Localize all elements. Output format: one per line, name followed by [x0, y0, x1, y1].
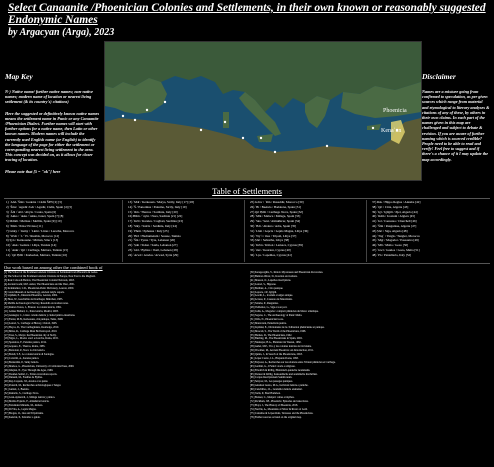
reference-item: [35] Fernández Miranda, M., Abdera. — [4, 403, 43, 407]
table-cell: 43) Ṣbrt / Siga, Algeria [48] — [372, 228, 408, 233]
table-cell: 19) ʾPhrm / Ephesus / Italy [25] — [128, 228, 169, 233]
reference-item: [60] Quinn, J., In Search of the Phoenicians, 2018. — [250, 353, 303, 357]
reference-item: [19] Spatafora, F., Palermo punica, 2012. — [4, 341, 47, 345]
table-cell: 21) ʾŠm / Tyrus / Tyre, Lebanon [26] — [128, 238, 176, 243]
reference-item: [23] Colavitti, A., Karales punica. — [4, 356, 40, 360]
reference-item: [68] Amadasi Guzzo, M.G., Iscrizioni fenicie e puniche. — [250, 384, 309, 388]
reference-item: [76] Further sources as listed on the original map. — [250, 415, 302, 419]
reference-item: [45] Leschi, L., Icosium et Alger antique. — [250, 294, 293, 298]
disclaimer-panel — [422, 72, 490, 168]
table-cell: 34) ʾKrbn / Kition / Larnaca, Cyprus [39] — [250, 243, 303, 248]
map-key-heading: Map Key — [5, 72, 33, 81]
reference-item: [41] Masson, O., Lapethos inscriptions. — [250, 278, 292, 282]
disclaimer-text: Names are a mixture going from confirmed to speculation, as per given sources which range from material and etymological to literary analyses & citations of any of these, by others in their own claims. In each part of the names given in this map are challenged and subject to debate & revision. If you are aware of further naming which is sourced credible? People need to be able to read and verify! Feel free to suggest and if there's a chance of it I may update the map accordingly. — [422, 89, 490, 162]
table-cell: 26) ʾBt / Baetulo / Badalona, Spain [31] — [250, 204, 301, 209]
table-cell: 4) ʿAkka / ʿakka /ʿAkko, Israel, Spain [7] [8] — [6, 214, 64, 219]
table-title: Table of Settlements — [212, 186, 282, 196]
table-cell: 12) ʾQrt Ḥdšt / Karkedon, Mattora, Tunisia [16] — [6, 252, 67, 257]
table-cell: 15) ʾšlm / Tharros / Sardinia, Italy [20] — [128, 209, 178, 214]
references-column-1 — [4, 271, 244, 463]
reference-item: [7] Lipiński, E., Itineraria Phoenicia, Leuven, 2004. — [4, 294, 58, 298]
reference-item: [75] Celestino & López-Ruiz, Tartessos and the Phoenicians. — [250, 411, 314, 415]
reference-item: [8] Huss, W., Geschichte der Karthager, München, 1985. — [4, 298, 63, 302]
reference-item: [40] Buitron-Oliver, D., Kourion excavations. — [250, 274, 298, 278]
table-cell: 22) ʾṢdn / Sidon / Saida, Lebanon [27] — [128, 243, 178, 248]
reference-item: [17] Tusa, S., Motya: the Phoenician city of Sicily. — [4, 333, 57, 337]
reference-item: [55] Harden, D., The Phoenicians, 1962. — [250, 333, 293, 337]
reference-item: [37] Brogan, O., Oea and Tripolitania. — [4, 411, 44, 415]
map-key-paragraph-3: Please note that [5 = "ok"] here — [5, 168, 61, 174]
reference-item: [49] Jodin, A., Mogador: comptoir phénicien du Maroc atlantique. — [250, 310, 319, 314]
reference-item: [20] Acquaro, E., Tharros, Roma, 1985. — [4, 345, 46, 349]
reference-item: [25] Markoe, G., Phoenicians, University of California Press, 2000. — [4, 364, 75, 368]
reference-item: [50] Sagona, C., The Archaeology of Punic Malta. — [250, 313, 303, 317]
reference-item: [30] Ponsich, M., Recherches archéologiques à Tanger. — [4, 384, 62, 388]
table-cell: 37) Rsk / Hippo Regius / Annaba [42] — [372, 200, 421, 204]
reference-item: [1] The School of the Prominent Ancient Citations of Settlement from Pheonicia & Gades. — [4, 271, 98, 274]
reference-item: [61] López Castro, J.L., Hispania Poena, 1995. — [250, 356, 299, 360]
settlement-marker — [122, 115, 124, 117]
reference-item: [62] Ferjaoui, A., Recherches sur les relations entre l'Orient phénicien et Carthage. — [250, 360, 336, 364]
table-cell: 5) Mdnth / Melissa / Mellila, Spain [9] [10] — [6, 219, 62, 224]
table-cell: 36) ʾLps / Lapethos, Cyprus [41] — [250, 252, 292, 257]
reference-item: [54] Moscati, S., The World of the Phoenicians, 1968. — [250, 329, 306, 333]
table-cell: 17) ʾKrlš / Karales / Cagliari, Sardinia [23] — [128, 219, 183, 224]
table-cell: 2) ʾŠms/ ʾAgadir /Gdr / Agadir, Cádiz, Spain [4] [5] — [6, 204, 73, 209]
reference-item: [28] Dunand, M., Fouilles de Byblos. — [4, 376, 43, 380]
table-cell: 7) Lmky / ʾLkmy / ʾLkmt / Lixus / Larache, Morocco — [6, 228, 75, 233]
table-cell: 8) ʾWsšr / ʾI / ʾPt / Rusibis, Morocco [12] — [6, 233, 60, 238]
table-cell: 42) ʾŠlm / Rusguniae, Algeria [47] — [372, 223, 417, 228]
settlement-marker — [200, 129, 202, 131]
reference-item: [11] Gómez Bellard, C., Ibiza fenicia, Madrid, 2003. — [4, 310, 59, 314]
reference-item: [44] Laporte, J.P., Igilgili. — [250, 290, 277, 294]
reference-item: [5] Krahmalkov, C.R., Phoenician-Punic Dictionary, Leuven, 2000. — [4, 286, 74, 290]
table-cell: 3) ʾĀbl /ʾAbl / Abyla / Ceuta, Spain [6] — [6, 209, 57, 214]
reference-item: [33] Gran-Aymerich, J., Málaga fenicia y púnica. — [4, 396, 56, 399]
table-cell: 48) ʾPn / Pantelleria, Italy [52] — [372, 252, 412, 257]
table-cell: 6) ʾIbšm / Ibiza/ Eivissa [11] — [6, 223, 43, 228]
table-cell: 1) ʾAbd-ʿŠmš / Gadeira / Cádiz ŠPN [2] [3] — [6, 200, 62, 204]
table-cell: 23) ʾGbl / Byblos / Jbeil, Lebanon [28] — [128, 247, 178, 252]
reference-item: [14] Lancel, S., Carthage: A History, Oxford, 1995. — [4, 321, 58, 325]
settlement-marker — [164, 101, 166, 103]
reference-item: [65] Donner & Röllig, Kanaanäische und aramäische Inschriften. — [250, 372, 318, 376]
settlement-marker — [134, 119, 136, 121]
table-cell: 38) ʾQrt / Cirta, Algeria [43] — [372, 204, 409, 209]
table-cell: 45) ʾMgr / Mogador / Essaouira [49] — [372, 238, 419, 243]
table-cell: 47) ʾGwl / Gaulos / Gozo, Malta [51] — [372, 247, 420, 252]
reference-item: [9] Melilla Archaeological Survey, Rusaddir excavation notes. — [4, 302, 69, 306]
table-cell: 41) ʾIol / Caesarea / Cherchell [46] — [372, 219, 417, 224]
reference-item: [53] Lipiński, E., Dictionnaire de la civilisation phénicienne et punique. — [250, 325, 325, 329]
reference-item: [48] Vuillemot, G., Siga et son port. — [250, 306, 288, 310]
reference-item: [10] Ramon Torres, J., Ebusus: la colonia fenicia, 1991. — [4, 306, 62, 310]
table-cell: 14) ʾŠ / Panormus / Palermo, Sicily, Italy [19] — [128, 204, 187, 209]
reference-item: [70] Xella, P., Baal Hammon. — [250, 392, 281, 396]
table-cell: 32) ʾWyʿt / Oea / Tripoli, Libya [37] — [250, 233, 297, 238]
reference-item: [73] Elayi, J., The History of Phoenicia, 2018. — [250, 403, 298, 407]
reference-item: [66] Corpus Inscriptionum Semiticarum. — [250, 376, 293, 380]
table-cell: 28) ʾMlk / Malaca / Málaga, Spain [33] — [250, 214, 301, 219]
settlement-marker — [146, 109, 148, 111]
reference-item: [74] Neville, A., Mountains of Silver & Rivers of Gold. — [250, 407, 308, 411]
reference-item: [63] Garbini, G., I Fenici: storia e religione. — [250, 364, 296, 368]
reference-item: [64] Friedrich & Röllig, Phönizisch-punische Grammatik. — [250, 368, 311, 372]
table-cell: 13) ʿMdr / Kerkouan / Motya, Sicily, Italy [17] [18] — [128, 200, 194, 204]
settlements-table — [4, 198, 490, 264]
reference-item: [4] Ancient Gadir, M.E. Aubet, The Phoenicians and the West, 2001. — [4, 282, 76, 286]
sardinia-island — [223, 112, 229, 128]
reference-item: [47] Salama, P., Rusguniae. — [250, 302, 279, 306]
table-cell: 44) ʾTngʾ / Tingis / Tangier, Morocco — [372, 233, 420, 238]
table-cell: 20) ʾHrd / Hadrumetum / Sousse, Tunisia — [128, 233, 181, 238]
reference-item: [26] Jidejian, N., Tyre Through the Ages, 1969. — [4, 368, 54, 372]
reference-item: [58] Aubet, M.E., Tiro y las colonias fenicias de Occidente. — [250, 345, 312, 349]
settlement-marker — [242, 137, 244, 139]
reference-item: [39] Karageorghis, V., Kition: Mycenaean and Phoenician discoveries. — [250, 271, 324, 274]
table-column-1 — [4, 200, 123, 262]
table-column-4 — [370, 200, 488, 262]
table-cell: 40) ʾIkšm / Icosium / Algiers [45] — [372, 214, 416, 219]
reference-item: [12] Aranegui, C., Lixus: colonia fenicia y ciudad púnico-mauritana. — [4, 313, 76, 317]
settlement-marker — [260, 137, 262, 139]
table-cell: 35) ʾmrr / Kourion, Cyprus [40] — [250, 247, 291, 252]
table-cell: 18) ʾSlky / Sulcis / Sardinia, Italy [24] — [128, 223, 177, 228]
reference-item: [22] Bondì, S.F., Le colonie fenicie di Sardegna. — [4, 353, 55, 357]
reference-item: [59] Woolmer, M., Ancient Phoenicia: An Introduction, 2011. — [250, 349, 314, 353]
reference-item: [51] Vella, N., Phoenician Gozo. — [250, 317, 284, 321]
reference-item: [69] Cunchillos, J.L., Gramática fenicia elemental. — [250, 388, 303, 392]
reference-item: [57] Niemeyer, H.G., Phönizier im Westen, 1982. — [250, 341, 302, 345]
table-cell: 29) ʾSks / Sexi / Almuñécar, Spain [34] — [250, 219, 301, 224]
table-column-2 — [126, 200, 245, 262]
table-cell: 30) ʾBdr / Abdera / Adra, Spain [35] — [250, 223, 297, 228]
table-cell: 11) ʾAnkr / Qrt / Carthage, Mattora, Tunisia [15] — [6, 247, 69, 252]
reference-item: [27] Doumet-Serhal, C., Sidon excavations reports. — [4, 372, 58, 376]
reference-item: [29] Rey-Coquais, J.P., Arados et sa pérée. — [4, 380, 49, 384]
settlement-marker — [224, 121, 226, 123]
table-column-3 — [248, 200, 367, 262]
reference-item: [6] Ceuta Museum of Archaeology, Ancient Abyla reports. — [4, 290, 65, 294]
reference-item: [52] Mantovani, Pantelleria punica. — [250, 321, 287, 325]
reference-item: [71] Bonnet, C., Melqart: cultes et mythes. — [250, 396, 295, 399]
reference-item: [56] Bierling, M., The Phoenicians in Spain, 2002. — [250, 337, 303, 341]
table-cell: 9) Ṣyn / Kerkouane / Mrmsn, Sinaʿs [13] — [6, 238, 59, 243]
reference-item: [36] Di Vita, A., Leptis Magna. — [4, 407, 37, 411]
map-key-paragraph-1: N-) Native name/ further native names; non-native names; modern name of location or nearest living settlement (& its country's) citations) — [5, 89, 93, 105]
disclaimer-heading: Disclaimer — [422, 72, 456, 81]
reference-item: [34] Molina Fajardo, F., Almuñécar fenicia. — [4, 399, 50, 403]
reference-item: [32] Ramallo, S., Carthago Nova. — [4, 392, 39, 396]
reference-item: [16] Miles, R., Carthage Must Be Destroyed, 2010. — [4, 329, 58, 333]
map-subtitle: by Argacyan (Arga), 2023 — [8, 27, 115, 38]
reference-item: [13] Fantar, M.H., Kerkouane, cité punique, Tunis, 1998. — [4, 317, 64, 321]
reference-item: [15] Hoyos, D., The Carthaginians, Routledge, 2010. — [4, 325, 59, 329]
table-cell: 27) Qrt Ḥdšt / Carthago Nova, Spain [32] — [250, 209, 303, 214]
table-cell: 46) ʾMlt / Malta / Gozo [50] — [372, 243, 409, 248]
reference-item: [3] Ruiz Cobos & Barlow, The Phoenician Colonial Network, 2018. — [4, 278, 75, 282]
map-graphic — [105, 42, 421, 180]
reference-item: [46] Leveau, P., Caesarea de Maurétanie. — [250, 298, 293, 302]
table-cell: 31) ʾLbm / Lepcis / Leptis Magna, Libya [36] — [250, 228, 309, 233]
reference-item: [43] Berthier, A., Cirta punique. — [250, 286, 284, 290]
table-cell: 10) ʿAkk / Gedara / Libya, Tunisia [14] — [6, 243, 57, 248]
table-cell: 33) Ṣbrt / Sabratha, Libya [38] — [250, 238, 290, 243]
reference-item: [24] Bernardini, P., Sulky fenicia. — [4, 360, 39, 364]
map-key-paragraph-2: Here the suggested or definitively known native names means the settlement name in Punic or any Canaanite /Phoenician Dialect. Further names will start with further options for a native name, then Latin or other known names. Modern names will include the currently used English name (or English) to identify the language of the page for either the settlement or corresponding nearest living settlement in the area. This concept was decided on, as it allows for closer tracing of location. — [5, 110, 100, 163]
mediterranean-map[interactable] — [104, 41, 422, 181]
table-cell: 24) ʾArwd / Arados / Arwad, Syria [29] — [128, 252, 179, 257]
reference-item: [2] The School of the Prominent Ancient Citations in Europe, Near East to the Maghreb. — [4, 274, 96, 278]
references-heading: Our work based on among other the combined book of — [4, 265, 103, 270]
reference-item: [18] Nigro, L., Mozia: scavi e ricerche, Roma, 2015. — [4, 337, 59, 341]
reference-item: [38] Kenrick, P., Sabratha: a guide. — [4, 415, 41, 419]
map-label-kenaan: Kenaʿan — [381, 128, 402, 134]
references-column-2 — [250, 271, 490, 463]
map-label-phoenicia: Phoenicia — [383, 108, 407, 114]
table-cell: 39) ʾIgl / Igilgili / Jijel, Algeria [44] — [372, 209, 418, 214]
settlement-marker — [326, 145, 328, 147]
settlement-marker — [372, 127, 374, 129]
table-cell: 25) Gdrw / ʾRm / Rusaddir, Morocco [30] — [250, 200, 304, 204]
reference-item: [42] Lancel, S., Hippone. — [250, 282, 277, 286]
table-cell: 16) Bšlm / ʾnytn / Nora, Sardinia [21] [22] — [128, 214, 183, 219]
reference-item: [21] Bartoloni, P., Nora: la città fenicia. — [4, 349, 46, 353]
reference-item: [72] Peckham, J.B., Phoenicia: Episodes and Anecdotes. — [250, 399, 309, 403]
reference-item: [67] Sznycer, M., Les passages puniques. — [250, 380, 293, 384]
settlement-marker — [274, 151, 276, 153]
reference-item: [31] Guitart, J., Baetulo. — [4, 388, 30, 392]
map-key-panel — [5, 72, 101, 180]
map-title: Select Canaanite /Phoenician Colonies and Settlements, in their own known or reasonably suggested Endonymic Names — [8, 2, 486, 26]
references — [4, 271, 490, 463]
